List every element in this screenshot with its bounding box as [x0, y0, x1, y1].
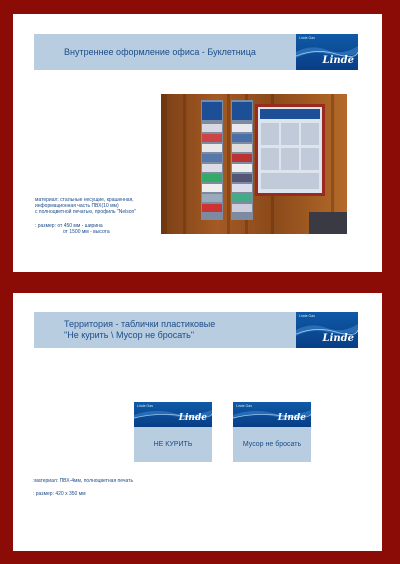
slide-title — [64, 312, 215, 348]
logo-small-text: Linde Gas — [299, 36, 315, 40]
title-banner — [34, 312, 358, 348]
title-line-2: "Не курить \ Мусор не бросать" — [64, 330, 195, 340]
size-spec: : размер: 420 х 350 мм — [33, 491, 86, 497]
logo-main-text: Linde — [322, 333, 354, 344]
linde-logo — [296, 312, 358, 348]
size-line-1: : размер: от 450 мм - ширина — [35, 223, 103, 229]
logo-main-text: Linde — [178, 413, 207, 423]
logo-main-text: Linde — [322, 55, 354, 66]
material-spec — [35, 197, 136, 215]
size-line-2: от 1500 мм - высота — [63, 229, 110, 235]
office-photo — [161, 94, 347, 234]
sign-logo — [134, 402, 212, 427]
material-line-1: материал: стальные несущие, крашенная, — [35, 197, 134, 203]
sign-no-smoking — [134, 402, 212, 462]
logo-small-text: Linde Gas — [137, 404, 153, 408]
linde-logo — [296, 34, 358, 70]
slide-title: Внутреннее оформление офиса - Буклетница — [64, 46, 256, 57]
slide-booklet-holder — [13, 14, 382, 272]
material-spec: :материал: ПВХ-4мм, полноцветная печать — [33, 478, 134, 484]
sign-logo — [233, 402, 311, 427]
sign-label: Мусор не бросать — [242, 441, 302, 448]
material-line-3: с полноцветной печатью, профиль "Nelson" — [35, 209, 137, 215]
size-spec — [35, 223, 110, 235]
title-line-1: Территория - таблички пластиковые — [64, 319, 216, 329]
sign-label: НЕ КУРИТЬ — [153, 441, 193, 448]
material-line-2: информационная часть ПВХ(10 мм) — [35, 203, 119, 209]
office-photo-illustration — [161, 94, 347, 234]
logo-small-text: Linde Gas — [236, 404, 252, 408]
logo-small-text: Linde Gas — [299, 314, 315, 318]
title-banner — [34, 34, 358, 70]
sign-no-littering — [233, 402, 311, 462]
slide-territory-signs — [13, 293, 382, 551]
logo-main-text: Linde — [277, 413, 306, 423]
